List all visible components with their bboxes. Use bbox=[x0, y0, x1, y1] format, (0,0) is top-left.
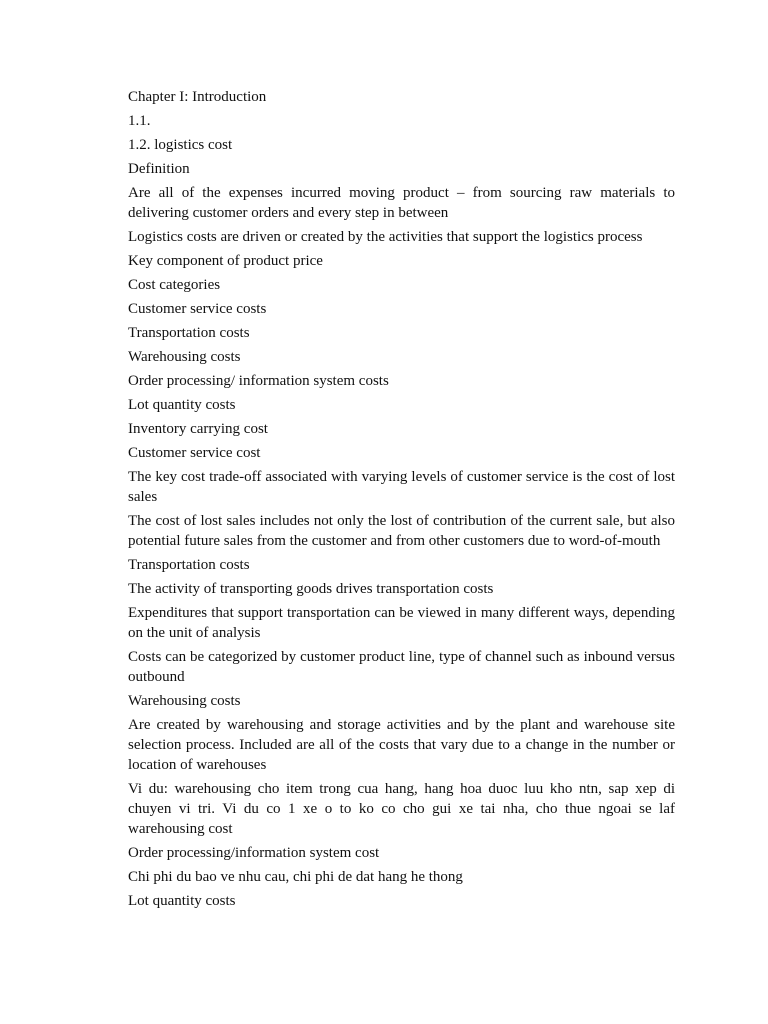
category-item: Lot quantity costs bbox=[128, 397, 236, 413]
customer-service-text: The cost of lost sales includes not only the lost of contribution of the current sale, but also potential future sales from the customer and from other customers due to word-of-mouth bbox=[128, 513, 675, 549]
document-page bbox=[128, 87, 675, 915]
cost-categories-heading: Cost categories bbox=[128, 277, 221, 293]
order-processing-text: Chi phi du bao ve nhu cau, chi phi de dat hang he thong bbox=[128, 869, 463, 885]
order-processing-heading: Order processing/information system cost bbox=[128, 845, 380, 861]
definition-heading: Definition bbox=[128, 161, 190, 177]
category-item: Transportation costs bbox=[128, 325, 250, 341]
section-1-1-heading: 1.1. bbox=[128, 113, 151, 129]
definition-text: Are all of the expenses incurred moving product – from sourcing raw materials to delivering customer orders and every step in between bbox=[128, 185, 675, 221]
transportation-heading: Transportation costs bbox=[128, 557, 250, 573]
warehousing-heading: Warehousing costs bbox=[128, 693, 241, 709]
warehousing-example: Vi du: warehousing cho item trong cua hang, hang hoa duoc luu kho ntn, sap xep di chuyen vi tri. Vi du co 1 xe o to ko co cho gui xe tai nha, cho thue ngoai se laf warehousing cost bbox=[128, 781, 675, 837]
lot-quantity-heading: Lot quantity costs bbox=[128, 893, 236, 909]
category-item: Warehousing costs bbox=[128, 349, 241, 365]
price-component-text: Key component of product price bbox=[128, 253, 323, 269]
section-1-2-heading: 1.2. logistics cost bbox=[128, 137, 233, 153]
warehousing-text: Are created by warehousing and storage activities and by the plant and warehouse site selection process. Included are all of the costs that vary due to a change in the number or location of warehouses bbox=[128, 717, 675, 773]
transportation-text: Expenditures that support transportation can be viewed in many different ways, depending on the unit of analysis bbox=[128, 605, 675, 641]
transportation-text: The activity of transporting goods drives transportation costs bbox=[128, 581, 494, 597]
customer-service-text: The key cost trade-off associated with varying levels of customer service is the cost of lost sales bbox=[128, 469, 675, 505]
customer-service-heading: Customer service cost bbox=[128, 445, 261, 461]
chapter-title: Chapter I: Introduction bbox=[128, 89, 267, 105]
category-item: Inventory carrying cost bbox=[128, 421, 268, 437]
drivers-text: Logistics costs are driven or created by the activities that support the logistics process bbox=[128, 229, 643, 245]
category-item: Order processing/ information system costs bbox=[128, 373, 389, 389]
category-item: Customer service costs bbox=[128, 301, 267, 317]
transportation-text: Costs can be categorized by customer product line, type of channel such as inbound versus outbound bbox=[128, 649, 675, 685]
